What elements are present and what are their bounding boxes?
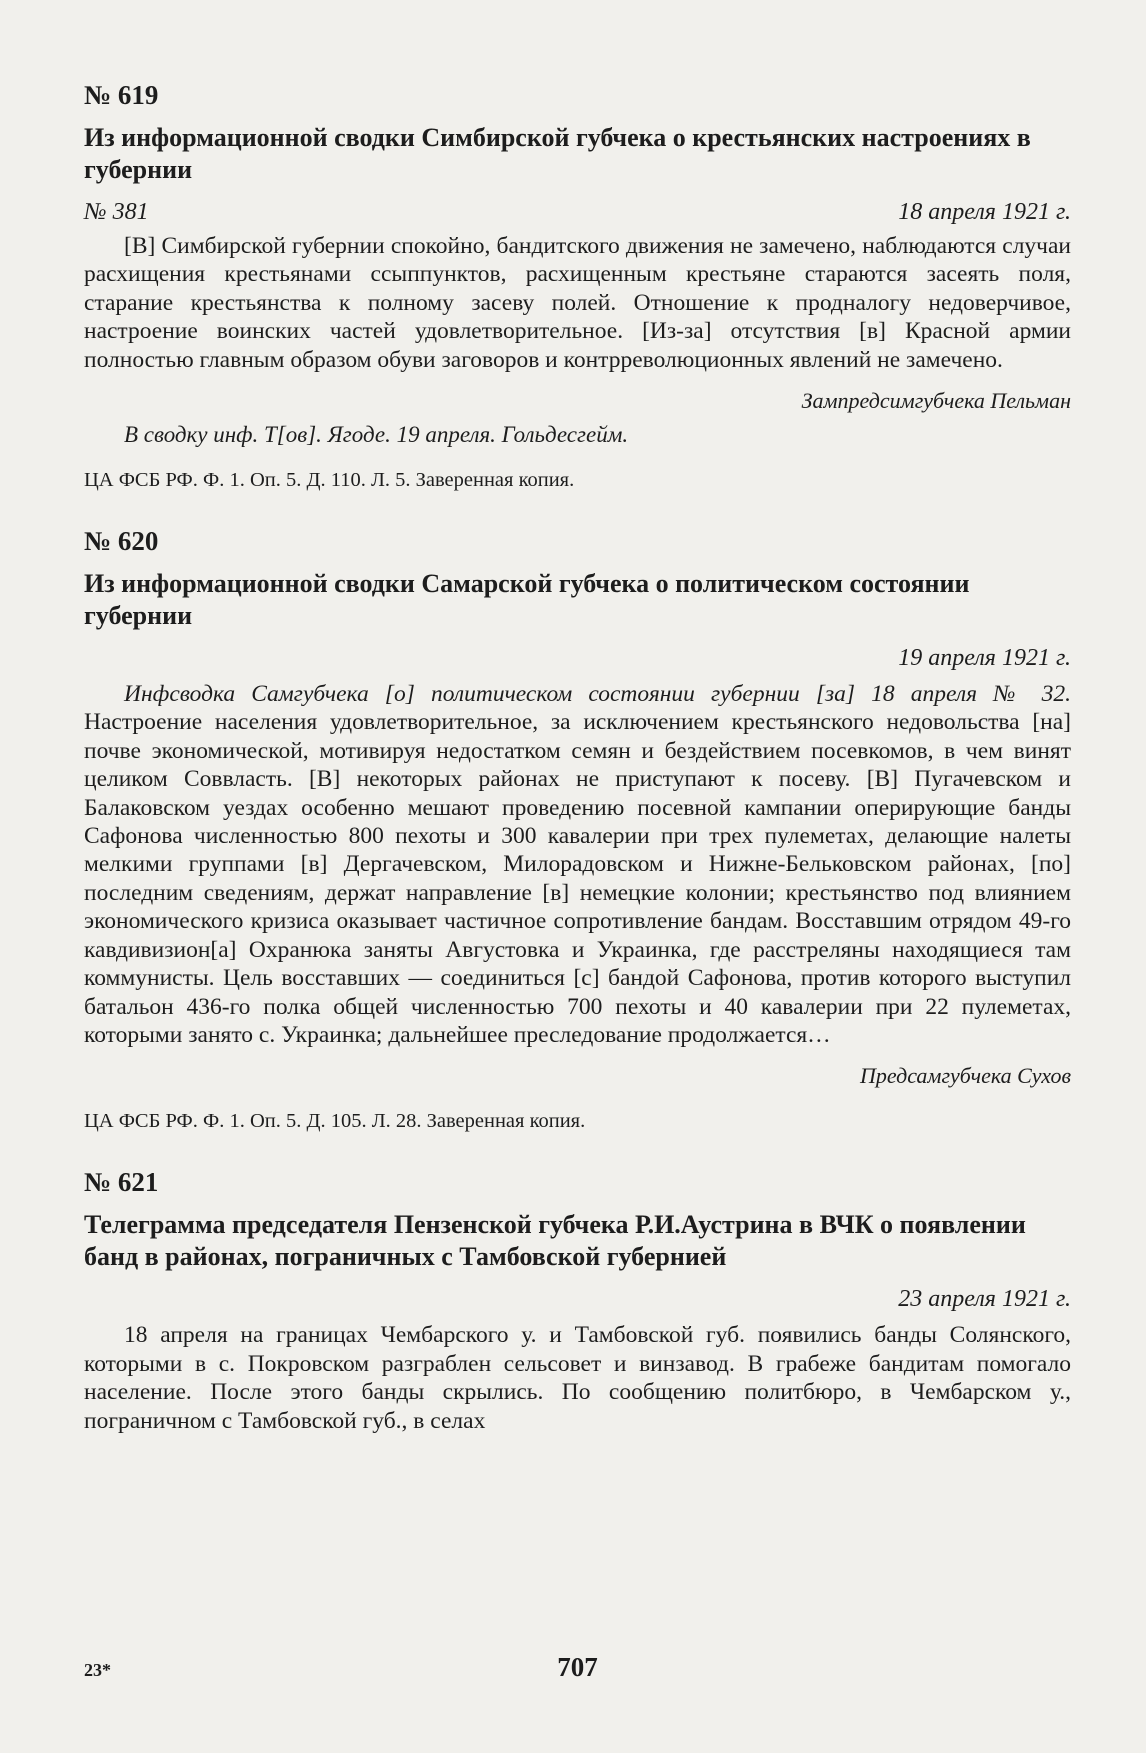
document-621 bbox=[84, 1165, 1071, 1435]
page-number: 707 bbox=[557, 1652, 598, 1682]
document-signature: Предсамгубчека Сухов bbox=[859, 1063, 1071, 1089]
document-619 bbox=[84, 78, 1071, 494]
document-date: 18 апреля 1921 г. bbox=[898, 199, 1071, 225]
document-lead: Инфсводка Самгубчека [о] политическом состоянии губернии [за] 18 апреля № 32. bbox=[124, 681, 1071, 708]
document-body bbox=[84, 680, 1071, 1049]
document-620 bbox=[84, 524, 1071, 1135]
document-body: [В] Симбирской губернии спокойно, бандитского движения не замечено, наблюдаются случаи расхищения крестьянами ссыппунктов, расхищенным крестьяне стараются засеять поля, старание крестьянства к полному засеву полей. Отношение к продналогу недоверчивое, настроение воинских частей удовлетворительное. [Из-за] отсутствия [в] Красной армии полностью главным образом обуви заговоров и контрреволюционных явлений не замечено. bbox=[84, 233, 1071, 373]
document-note: В сводку инф. Т[ов]. Ягоде. 19 апреля. Гольдесгейм. bbox=[124, 422, 629, 448]
archive-reference: ЦА ФСБ РФ. Ф. 1. Оп. 5. Д. 110. Л. 5. Заверенная копия. bbox=[84, 469, 575, 492]
archive-reference: ЦА ФСБ РФ. Ф. 1. Оп. 5. Д. 105. Л. 28. Заверенная копия. bbox=[84, 1110, 586, 1133]
document-number: № 619 bbox=[84, 80, 159, 110]
document-number: № 620 bbox=[84, 526, 159, 557]
document-title: Из информационной сводки Симбирской губчека о крестьянских настроениях в губернии bbox=[84, 123, 1031, 184]
signature-mark: 23* bbox=[84, 1660, 111, 1680]
document-body-text: Настроение населения удовлетворительное, за исключением крестьянского недовольства [на] почве экономической, мотивируя недостатком семян и бездействием посевкомов, в чем винят целиком Соввласть. [В] некоторых районах не приступают к посеву. [В] Пугачевском и Балаковском уездах особенно мешают проведению посевной кампании оперирующие банды Сафонова численностью 800 пехоты и 300 кавалерии при трех пулеметах, делающие налеты мелкими группами [в] Дергачевском, Милорадовском и Нижне-Бельковском районах, [по] последним сведениям, держат направление [в] немецкие колонии; крестьянство под влиянием экономического кризиса оказывает частичное сопротивление бандам. Восставшим отрядом 49-го кавдивизион[а] Охранюка заняты Августовка и Украинка, где расстреляны находящиеся там коммунисты. Цель восставших — соединиться [с] бандой Сафонова, против которого выступил батальон 436-го полка общей численностью 700 пехоты и 40 кавалерии при 22 пулеметах, которыми занято с. Украинка; дальнейшее преследование продолжается… bbox=[84, 709, 1071, 1048]
document-date: 19 апреля 1921 г. bbox=[898, 645, 1071, 672]
document-title: Из информационной сводки Самарской губчека о политическом состоянии губернии bbox=[84, 569, 970, 631]
document-ref: № 381 bbox=[84, 199, 149, 225]
document-date: 23 апреля 1921 г. bbox=[898, 1286, 1071, 1313]
document-meta bbox=[84, 196, 1071, 228]
document-signature: Зампредсимгубчека Пельман bbox=[801, 388, 1071, 414]
document-body: 18 апреля на границах Чембарского у. и Тамбовской губ. появились банды Солянского, которыми в с. Покровском разграблен сельсовет и винзавод. В грабеже бандитам помогало население. После этого банды скрылись. По сообщению политбюро, в Чембарском у., пограничном с Тамбовской губ., в селах bbox=[84, 1322, 1071, 1434]
document-number: № 621 bbox=[84, 1167, 159, 1198]
document-title: Телеграмма председателя Пензенской губчека Р.И.Аустрина в ВЧК о появлении банд в районах, пограничных с Тамбовской губернией bbox=[84, 1210, 1026, 1272]
page-footer bbox=[84, 1652, 1071, 1692]
